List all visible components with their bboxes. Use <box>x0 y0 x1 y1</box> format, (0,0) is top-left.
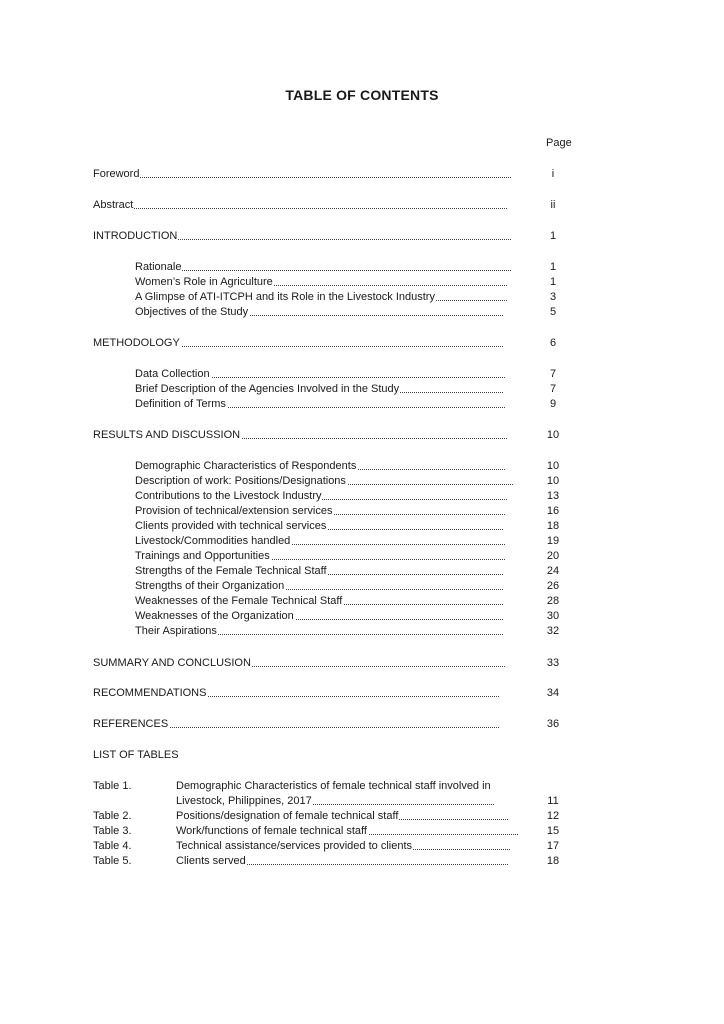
toc-entry-page: 30 <box>546 610 560 622</box>
dot-leader <box>135 270 511 271</box>
toc-entry-page: 24 <box>546 565 560 577</box>
toc-entry-text: RECOMMENDATIONS <box>93 687 207 699</box>
table-label: Table 2. <box>93 810 132 822</box>
toc-entry-page: ii <box>550 199 556 211</box>
toc-entry-summary <box>93 656 563 671</box>
toc-entry-text: Definition of Terms <box>135 398 226 410</box>
toc-subentry <box>135 275 563 290</box>
toc-entry-page: 34 <box>546 687 560 699</box>
table-page: 17 <box>546 840 560 852</box>
toc-entry-page: 1 <box>549 261 557 273</box>
toc-entry-foreword <box>93 167 563 182</box>
toc-entry-text: SUMMARY AND CONCLUSION <box>93 657 251 669</box>
toc-entry-page: 5 <box>549 306 557 318</box>
toc-subentry <box>135 549 563 564</box>
toc-entry-references <box>93 717 563 732</box>
toc-subentry <box>135 594 563 609</box>
toc-entry-page: 18 <box>546 520 560 532</box>
toc-entry-text: Objectives of the Study <box>135 306 249 318</box>
toc-entry-abstract <box>93 198 563 213</box>
toc-entry-page: 7 <box>549 383 557 395</box>
toc-entry-text: RESULTS AND DISCUSSION <box>93 429 241 441</box>
toc-subentry <box>135 519 563 534</box>
toc-subentry <box>135 579 563 594</box>
table-entry <box>176 794 563 809</box>
toc-subentry <box>135 624 563 639</box>
toc-subentry <box>135 290 563 305</box>
table-label: Table 3. <box>93 825 132 837</box>
toc-entry-page: 26 <box>546 580 560 592</box>
toc-entry-text: Rationale <box>135 261 182 273</box>
table-title-line: Demographic Characteristics of female technical staff involved in <box>176 780 491 792</box>
toc-entry-page: i <box>551 168 555 180</box>
toc-entry-page: 20 <box>546 550 560 562</box>
toc-subentry <box>135 609 563 624</box>
table-page: 12 <box>546 810 560 822</box>
toc-entry-text: Weaknesses of the Organization <box>135 610 294 622</box>
page-column-header: Page <box>546 137 572 149</box>
toc-entry-text: REFERENCES <box>93 718 169 730</box>
toc-entry-page: 6 <box>549 337 557 349</box>
toc-entry-page: 10 <box>546 429 560 441</box>
toc-entry-results <box>93 428 563 443</box>
table-title: Clients served <box>176 855 246 867</box>
toc-subentry <box>135 489 563 504</box>
table-title: Positions/designation of female technical staff <box>176 810 399 822</box>
table-label: Table 5. <box>93 855 132 867</box>
toc-entry-recommendations <box>93 686 563 701</box>
toc-entry-page: 36 <box>546 718 560 730</box>
toc-entry-page: 3 <box>549 291 557 303</box>
toc-entry-text: A Glimpse of ATI-ITCPH and its Role in the Livestock Industry <box>135 291 435 303</box>
toc-entry-introduction <box>93 229 563 244</box>
table-entry <box>176 839 563 854</box>
toc-entry-text: Weaknesses of the Female Technical Staff <box>135 595 343 607</box>
toc-entry-page: 10 <box>546 460 560 472</box>
toc-entry-text: Abstract <box>93 199 134 211</box>
toc-entry-page: 7 <box>549 368 557 380</box>
toc-entry-text: Provision of technical/extension services <box>135 505 333 517</box>
toc-entry-text: INTRODUCTION <box>93 230 178 242</box>
toc-entry-page: 28 <box>546 595 560 607</box>
table-entry <box>176 824 563 839</box>
table-entry <box>176 854 563 869</box>
toc-entry-methodology <box>93 336 563 351</box>
toc-entry-text: Demographic Characteristics of Respondents <box>135 460 357 472</box>
table-entry <box>176 809 563 824</box>
toc-entry-page: 32 <box>546 625 560 637</box>
dot-leader <box>93 208 507 209</box>
toc-entry-text: Their Aspirations <box>135 625 217 637</box>
toc-entry-page: 16 <box>546 505 560 517</box>
toc-entry-page: 13 <box>546 490 560 502</box>
table-label: Table 1. <box>93 780 132 792</box>
toc-entry-text: Livestock/Commodities handled <box>135 535 291 547</box>
toc-entry-text: Clients provided with technical services <box>135 520 327 532</box>
table-title: Technical assistance/services provided to clients <box>176 840 413 852</box>
toc-entry-text: Brief Description of the Agencies Involved in the Study <box>135 383 400 395</box>
toc-entry-page: 9 <box>549 398 557 410</box>
toc-entry-text: Foreword <box>93 168 140 180</box>
toc-subentry <box>135 305 563 320</box>
toc-entry-text: METHODOLOGY <box>93 337 180 349</box>
toc-subentry <box>135 367 563 382</box>
toc-entry-page: 33 <box>546 657 560 669</box>
toc-entry-text: Trainings and Opportunities <box>135 550 270 562</box>
toc-subentry <box>135 459 563 474</box>
toc-entry-page: 1 <box>549 276 557 288</box>
toc-entry-page: 10 <box>546 475 560 487</box>
toc-entry-text: Women’s Role in Agriculture <box>135 276 273 288</box>
toc-subentry <box>135 564 563 579</box>
toc-subentry <box>135 382 563 397</box>
page-title: TABLE OF CONTENTS <box>285 87 439 103</box>
table-title-line: Livestock, Philippines, 2017 <box>176 795 312 807</box>
table-title: Work/functions of female technical staff <box>176 825 367 837</box>
toc-entry-page: 1 <box>549 230 557 242</box>
toc-entry-text: Strengths of their Organization <box>135 580 285 592</box>
table-label: Table 4. <box>93 840 132 852</box>
toc-entry-text: Description of work: Positions/Designations <box>135 475 346 487</box>
table-page: 11 <box>547 795 559 807</box>
toc-entry-text: Strengths of the Female Technical Staff <box>135 565 327 577</box>
toc-entry-page: 19 <box>546 535 560 547</box>
toc-subentry <box>135 474 563 489</box>
table-page: 15 <box>546 825 560 837</box>
list-of-tables-heading: LIST OF TABLES <box>93 749 179 761</box>
toc-entry-text: Data Collection <box>135 368 210 380</box>
dot-leader <box>93 177 511 178</box>
table-page: 18 <box>546 855 560 867</box>
toc-subentry <box>135 504 563 519</box>
toc-subentry <box>135 397 563 412</box>
toc-subentry <box>135 260 563 275</box>
toc-entry-text: Contributions to the Livestock Industry <box>135 490 322 502</box>
toc-subentry <box>135 534 563 549</box>
